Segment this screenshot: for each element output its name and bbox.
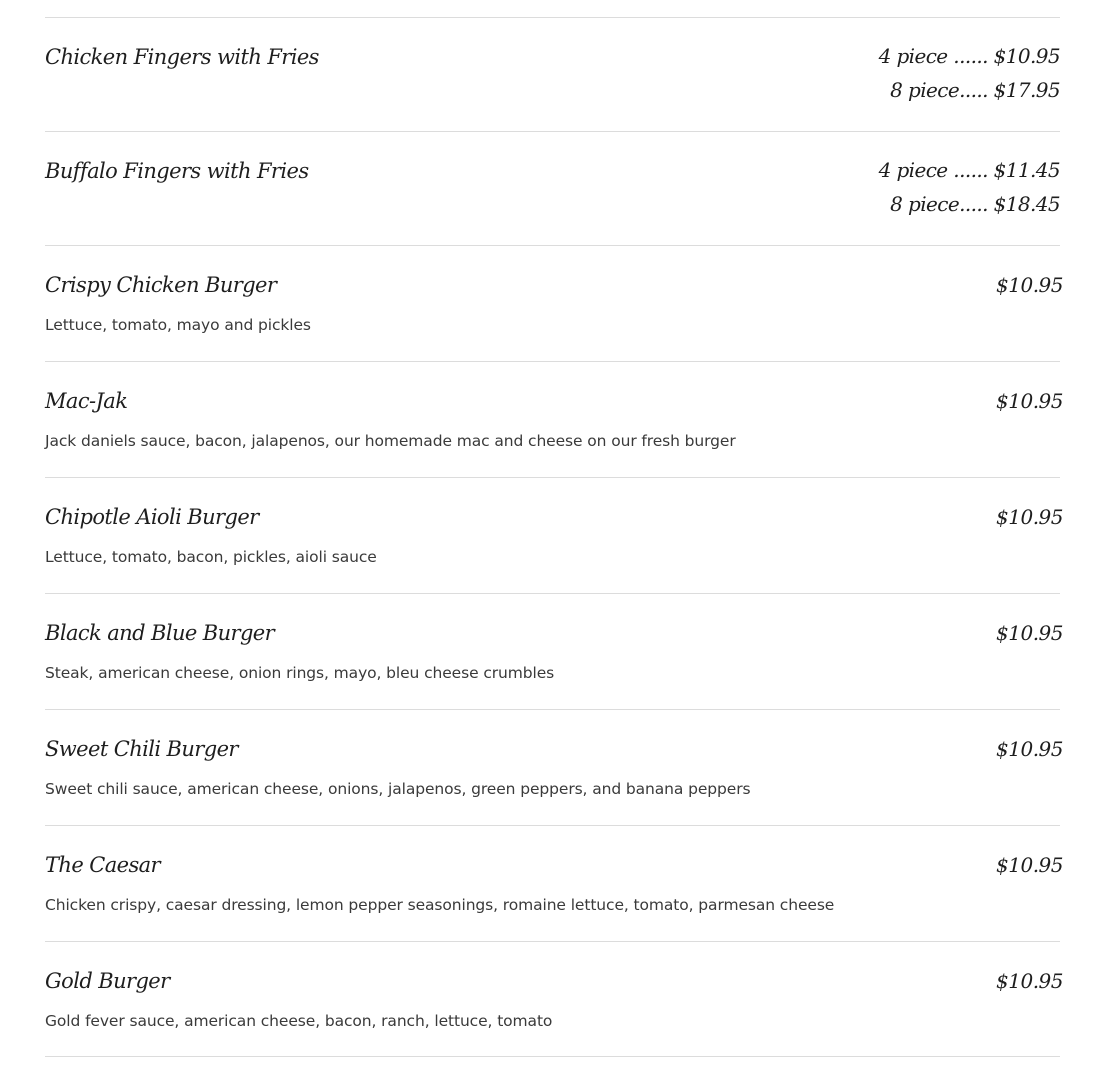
menu-item-mac-jak <box>45 361 1063 477</box>
item-price-options <box>879 153 1060 221</box>
price-option: 8 piece..... $18.45 <box>890 192 1060 216</box>
item-name: Gold Burger <box>45 969 170 993</box>
item-price: $10.95 <box>996 737 1063 761</box>
price-option: 8 piece..... $17.95 <box>890 78 1060 102</box>
item-description: Gold fever sauce, american cheese, bacon, ranch, lettuce, tomato <box>45 1012 553 1030</box>
item-name: The Caesar <box>45 853 160 877</box>
menu-item-buffalo-fingers <box>45 131 1060 245</box>
item-description: Lettuce, tomato, mayo and pickles <box>45 316 311 334</box>
menu-item-black-and-blue-burger <box>45 593 1063 709</box>
menu-item-chipotle-aioli-burger <box>45 477 1063 593</box>
item-price: $10.95 <box>996 273 1063 297</box>
item-name: Mac-Jak <box>45 389 128 413</box>
item-name: Black and Blue Burger <box>45 621 275 645</box>
item-price: $10.95 <box>996 969 1063 993</box>
item-name: Chipotle Aioli Burger <box>45 505 259 529</box>
menu-item-chicken-fingers <box>45 17 1060 131</box>
menu-item-sweet-chili-burger <box>45 709 1063 825</box>
price-option: 4 piece ...... $11.45 <box>878 158 1060 182</box>
menu-item-crispy-chicken-burger <box>45 245 1063 361</box>
menu-item-the-caesar <box>45 825 1063 941</box>
item-name: Chicken Fingers with Fries <box>45 45 319 69</box>
item-name: Crispy Chicken Burger <box>45 273 277 297</box>
item-description: Sweet chili sauce, american cheese, onions, jalapenos, green peppers, and banana peppers <box>45 780 751 798</box>
item-name: Sweet Chili Burger <box>45 737 238 761</box>
item-price: $10.95 <box>996 853 1063 877</box>
menu-list <box>45 17 1063 1057</box>
item-price: $10.95 <box>996 505 1063 529</box>
item-price-options <box>879 39 1060 107</box>
item-description: Lettuce, tomato, bacon, pickles, aioli sauce <box>45 548 377 566</box>
item-description: Jack daniels sauce, bacon, jalapenos, our homemade mac and cheese on our fresh burger <box>45 432 736 450</box>
menu-item-gold-burger <box>45 941 1063 1057</box>
item-price: $10.95 <box>996 389 1063 413</box>
item-description: Chicken crispy, caesar dressing, lemon pepper seasonings, romaine lettuce, tomato, parmesan cheese <box>45 896 835 914</box>
price-option: 4 piece ...... $10.95 <box>878 44 1060 68</box>
item-description: Steak, american cheese, onion rings, mayo, bleu cheese crumbles <box>45 664 555 682</box>
item-price: $10.95 <box>996 621 1063 645</box>
item-name: Buffalo Fingers with Fries <box>45 159 309 183</box>
